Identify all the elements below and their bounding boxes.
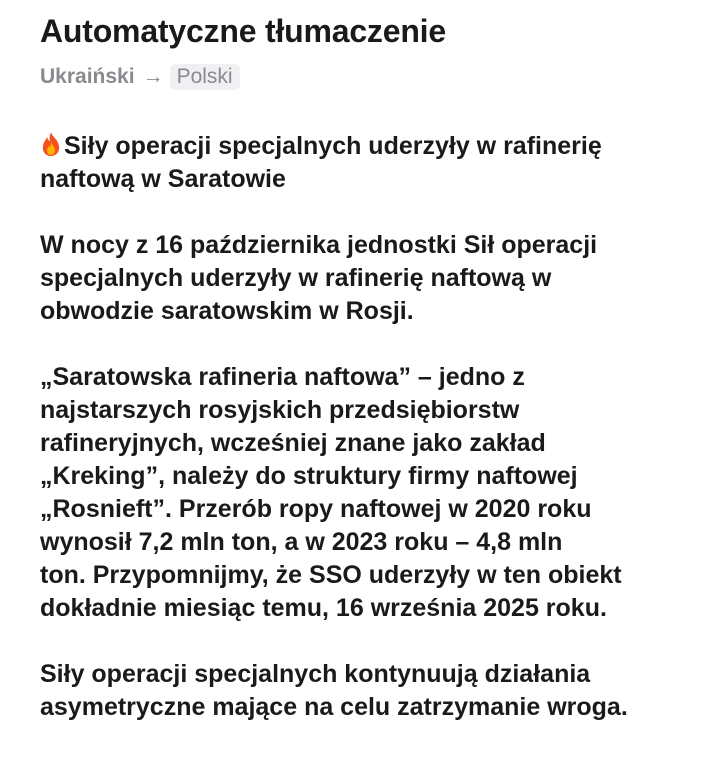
translation-view <box>40 10 700 757</box>
article-headline-text: Siły operacji specjalnych uderzyły w rafinerię naftową w Saratowie <box>40 132 602 193</box>
source-language[interactable]: Ukraiński <box>40 65 135 88</box>
article-paragraph-1: W nocy z 16 października jednostki Sił operacji specjalnych uderzyły w rafinerię naftową w obwodzie saratowskim w Rosji. <box>40 231 598 325</box>
fire-icon <box>40 131 62 157</box>
page-title: Automatyczne tłumaczenie <box>40 13 446 49</box>
article-body <box>40 130 700 724</box>
target-language[interactable]: Polski <box>170 64 240 90</box>
article-paragraph-2: „Saratowska rafineria naftowa” – jedno z najstarszych rosyjskich przedsiębiorstw rafineryjnych, wcześniej znane jako zakład „Kreking”, należy do struktury firmy naftowej „Rosnieft”. Przerób ropy naftowej w 2020 roku wynosił 7,2 mln ton, a w 2023 roku – 4,8 mln ton. Przypomnijmy, że SSO uderzyły w ten obiekt dokładnie miesiąc temu, 16 września 2025 roku. <box>40 363 622 622</box>
arrow-right-icon: → <box>142 65 164 88</box>
article-paragraph-3: Siły operacji specjalnych kontynuują działania asymetryczne mające na celu zatrzymanie wroga. <box>40 660 628 721</box>
article-headline <box>40 130 700 196</box>
language-selector <box>40 62 700 92</box>
